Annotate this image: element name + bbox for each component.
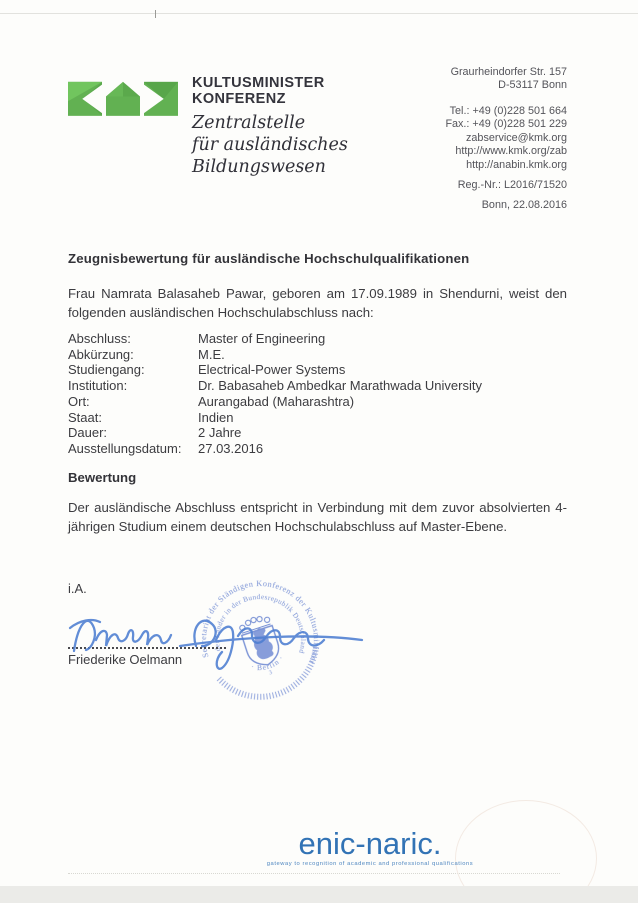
kmk-logo-square-m [106,80,140,116]
document-title: Zeugnisbewertung für ausländische Hochschulqualifikationen [68,251,470,266]
enic-naric-tagline: gateway to recognition of academic and professional qualifications [266,861,474,867]
place-and-date: Bonn, 22.08.2016 [481,199,567,211]
table-row [68,441,567,457]
top-scan-tick [155,10,156,18]
field-value: Dr. Babasaheb Ambedkar Marathwada University [198,378,482,394]
field-value: 2 Jahre [198,425,242,441]
stamp-outer-text-ring: Sekretariat der Ständigen Konferenz der Kultusminister [198,578,322,666]
field-value: Master of Engineering [198,331,326,346]
field-label: Abkürzung: [68,346,134,362]
enic-naric-wordmark: enic-naric. [298,826,442,861]
table-row [68,410,567,426]
table-row [68,331,567,347]
table-row [68,362,567,378]
contact-tel: Tel.: +49 (0)228 501 664 [449,105,567,117]
signature-prefix: i.A. [68,581,87,596]
bewertung-paragraph: Der ausländische Abschluss entspricht in Verbindung mit dem zuvor absolvierten 4-jährigen Studium einem deutschen Hochschulabschluss auf Master-Ebene. [68,500,567,535]
table-row [68,378,567,394]
bottom-scan-band [0,886,638,903]
field-value: M.E. [198,346,225,362]
org-subtitle [192,112,348,178]
enic-naric-logo [230,828,510,867]
handwritten-signature [58,598,378,688]
field-label: Abschluss: [68,331,131,346]
top-scan-line [0,13,638,14]
contact-url-anabin: http://anabin.kmk.org [466,158,567,171]
field-label: Ausstellungsdatum: [68,440,182,456]
sender-contact [445,105,567,172]
org-subtitle-line3: Bildungswesen [192,157,326,177]
kmk-logo-square-k1 [68,80,102,116]
address-city: D-53117 Bonn [498,79,567,92]
field-label: Ort: [68,393,90,409]
org-subtitle-line1: Zentralstelle [192,113,306,133]
table-row [68,347,567,363]
org-name [192,76,325,107]
field-value: Indien [198,409,234,425]
contact-email: zabservice@kmk.org [466,131,567,144]
table-row [68,394,567,410]
intro-paragraph: Frau Namrata Balasaheb Pawar, geboren am 17.09.1989 in Shendurni, weist den folgenden ausländischen Hochschulabschluss nach: [68,286,567,321]
org-name-line2: KONFERENZ [192,90,286,107]
contact-url-zab: http://www.kmk.org/zab [455,145,567,158]
stamp-berlin-text: · Berlin · [250,653,286,673]
contact-fax: Fax.: +49 (0)228 501 229 [445,118,567,131]
field-value: Aurangabad (Maharashtra) [198,393,355,409]
kmk-logo-square-k2 [144,80,178,116]
org-name-line1: KULTUSMINISTER [192,75,325,91]
org-subtitle-line2: für ausländisches [192,135,348,155]
bewertung-heading: Bewertung [68,470,137,485]
sender-address [451,66,567,93]
field-label: Dauer: [68,425,108,441]
field-value: Electrical-Power Systems [198,362,346,378]
stamp-inner-text-ring: der Länder in der Bundesrepublik Deutschland [212,592,308,655]
field-label: Staat: [68,409,102,425]
field-value: 27.03.2016 [198,440,264,456]
stamp-number: 3 [268,669,274,677]
field-label: Studiengang: [68,362,145,378]
field-label: Institution: [68,378,128,394]
address-street: Graurheindorfer Str. 157 [450,66,567,78]
table-row [68,425,567,441]
signer-printed-name: Friederike Oelmann [68,652,183,667]
registration-number: Reg.-Nr.: L2016/71520 [457,179,567,191]
credential-fields-table [68,331,567,457]
kmk-logo-icon [68,80,180,116]
